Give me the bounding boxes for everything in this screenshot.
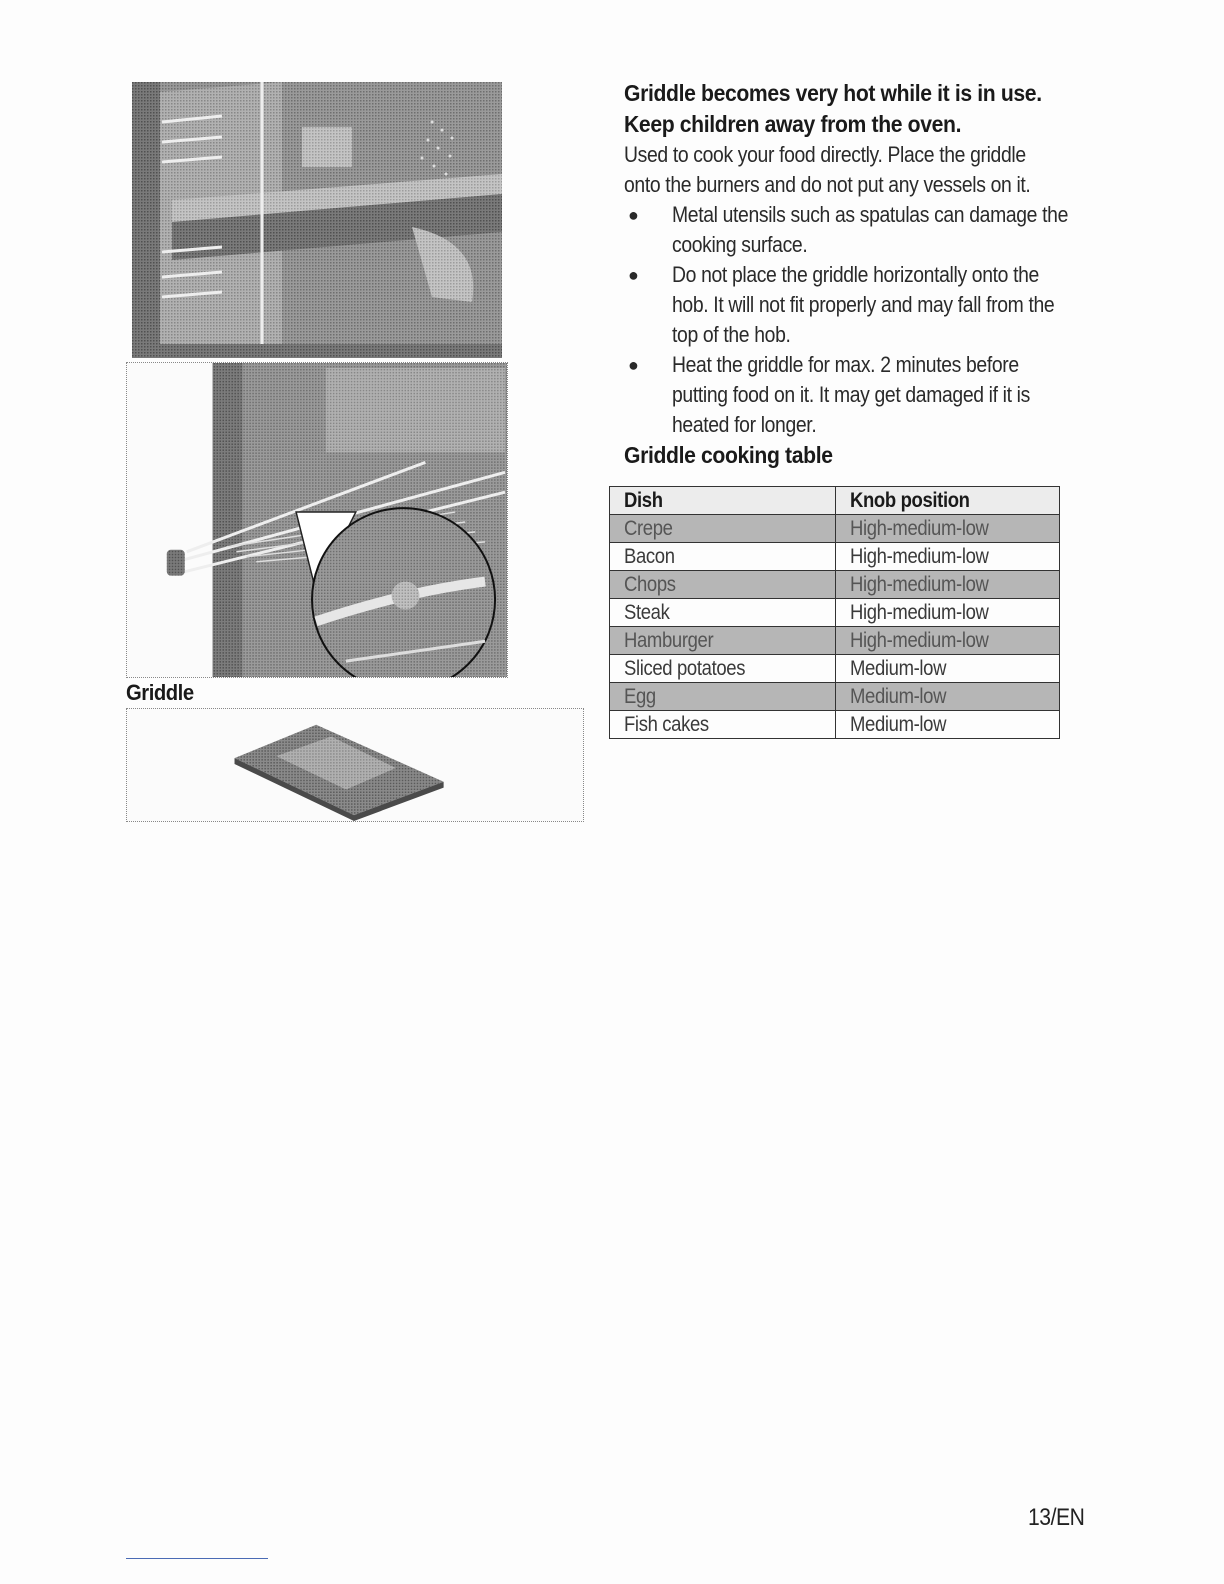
list-item: ● Metal utensils such as spatulas can damage the cooking surface.: [628, 202, 1068, 257]
list-item: ● Heat the griddle for max. 2 minutes before putting food on it. It may get damaged if it is heated for longer.: [628, 352, 1030, 437]
knob-cell: Medium-low: [836, 655, 1060, 683]
footer-divider: [126, 1558, 268, 1559]
oven-tray-figure: [132, 82, 502, 358]
column-header-dish: Dish: [610, 487, 836, 515]
table-row: [610, 571, 1060, 599]
table-row: [610, 711, 1060, 739]
knob-cell: High-medium-low: [836, 571, 1060, 599]
warning-line-1: Griddle becomes very hot while it is in use.: [624, 80, 1042, 106]
griddle-cooking-table: [609, 486, 1060, 739]
griddle-figure: [126, 708, 584, 822]
dish-cell: Crepe: [610, 515, 836, 543]
table-row: [610, 655, 1060, 683]
knob-cell: Medium-low: [836, 711, 1060, 739]
dish-cell: Egg: [610, 683, 836, 711]
table-row: [610, 599, 1060, 627]
wire-rack-figure: [126, 362, 508, 678]
table-header-row: [610, 487, 1060, 515]
dish-cell: Sliced potatoes: [610, 655, 836, 683]
right-column: [624, 78, 1094, 470]
dish-cell: Fish cakes: [610, 711, 836, 739]
dish-cell: Hamburger: [610, 627, 836, 655]
table-row: [610, 627, 1060, 655]
knob-cell: Medium-low: [836, 683, 1060, 711]
knob-cell: High-medium-low: [836, 543, 1060, 571]
bullet-icon: ●: [628, 355, 639, 375]
knob-cell: High-medium-low: [836, 599, 1060, 627]
griddle-caption: Griddle: [126, 680, 194, 705]
intro-line-1: Used to cook your food directly. Place the griddle: [624, 142, 1026, 167]
table-row: [610, 515, 1060, 543]
table-title: Griddle cooking table: [624, 442, 833, 468]
table-row: [610, 543, 1060, 571]
intro-line-2: onto the burners and do not put any vessels on it.: [624, 172, 1031, 197]
dish-cell: Steak: [610, 599, 836, 627]
column-header-knob-position: Knob position: [836, 487, 1060, 515]
dish-cell: Chops: [610, 571, 836, 599]
knob-cell: High-medium-low: [836, 515, 1060, 543]
dish-cell: Bacon: [610, 543, 836, 571]
bullet-list: [624, 200, 1094, 440]
list-item: ● Do not place the griddle horizontally onto the hob. It will not fit properly and may fall from the top of the hob.: [628, 262, 1055, 347]
table-row: [610, 683, 1060, 711]
knob-cell: High-medium-low: [836, 627, 1060, 655]
warning-line-2: Keep children away from the oven.: [624, 111, 962, 137]
bullet-icon: ●: [628, 205, 639, 225]
page-number: 13/EN: [1028, 1504, 1085, 1531]
bullet-icon: ●: [628, 265, 639, 285]
